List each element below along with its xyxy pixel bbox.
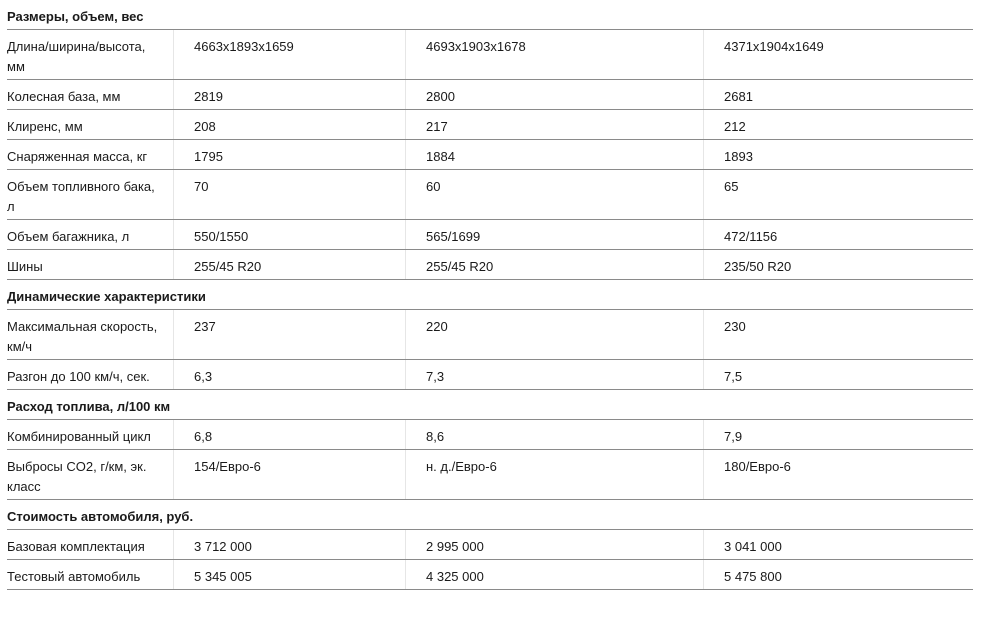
value-car-1: 208	[173, 110, 405, 139]
value-car-1: 3 712 000	[173, 530, 405, 559]
value-car-1: 550/1550	[173, 220, 405, 249]
row-label: Максимальная скорость, км/ч	[7, 319, 158, 354]
value-car-1: 2819	[173, 80, 405, 109]
section-header-dynamics	[7, 280, 973, 310]
value-car-2: 8,6	[405, 420, 703, 449]
row-label: Колесная база, мм	[7, 89, 121, 104]
row-label: Снаряженная масса, кг	[7, 149, 148, 164]
row-label: Длина/ширина/высота, мм	[7, 39, 146, 74]
value-car-3: 235/50 R20	[703, 250, 973, 279]
table-row-wheelbase	[7, 80, 973, 110]
section-header-dimensions	[7, 0, 973, 30]
value-car-2: 255/45 R20	[405, 250, 703, 279]
row-label: Шины	[7, 259, 43, 274]
value-car-3: 2681	[703, 80, 973, 109]
table-row-base-price	[7, 530, 973, 560]
row-label: Разгон до 100 км/ч, сек.	[7, 369, 150, 384]
table-row-tires	[7, 250, 973, 280]
value-car-2: 1884	[405, 140, 703, 169]
value-car-1: 255/45 R20	[173, 250, 405, 279]
section-title: Стоимость автомобиля, руб.	[7, 509, 194, 524]
value-car-1: 70	[173, 170, 405, 219]
row-label: Выбросы CO2, г/км, эк. класс	[7, 459, 147, 494]
value-car-1: 6,8	[173, 420, 405, 449]
table-row-acceleration	[7, 360, 973, 390]
table-row-curb-weight	[7, 140, 973, 170]
value-car-3: 7,5	[703, 360, 973, 389]
row-label: Клиренс, мм	[7, 119, 83, 134]
value-car-2: 4693x1903x1678	[405, 30, 703, 79]
table-row-test-car-price	[7, 560, 973, 590]
section-title: Расход топлива, л/100 км	[7, 399, 171, 414]
value-car-3: 7,9	[703, 420, 973, 449]
value-car-2: 565/1699	[405, 220, 703, 249]
value-car-3: 4371x1904x1649	[703, 30, 973, 79]
value-car-2: 60	[405, 170, 703, 219]
value-car-3: 180/Евро-6	[703, 450, 973, 499]
table-row-top-speed	[7, 310, 973, 360]
section-header-price	[7, 500, 973, 530]
table-row-dimensions	[7, 30, 973, 80]
value-car-3: 3 041 000	[703, 530, 973, 559]
value-car-2: 2800	[405, 80, 703, 109]
value-car-2: 220	[405, 310, 703, 359]
row-label: Комбинированный цикл	[7, 429, 151, 444]
value-car-2: 2 995 000	[405, 530, 703, 559]
value-car-1: 237	[173, 310, 405, 359]
value-car-1: 5 345 005	[173, 560, 405, 589]
value-car-3: 1893	[703, 140, 973, 169]
row-label: Объем багажника, л	[7, 229, 130, 244]
table-row-trunk-volume	[7, 220, 973, 250]
value-car-3: 65	[703, 170, 973, 219]
row-label: Тестовый автомобиль	[7, 569, 141, 584]
value-car-3: 230	[703, 310, 973, 359]
value-car-2: 7,3	[405, 360, 703, 389]
value-car-1: 4663x1893x1659	[173, 30, 405, 79]
value-car-3: 212	[703, 110, 973, 139]
row-label: Базовая комплектация	[7, 539, 145, 554]
section-title: Размеры, объем, вес	[7, 9, 144, 24]
value-car-3: 5 475 800	[703, 560, 973, 589]
value-car-2: 4 325 000	[405, 560, 703, 589]
section-header-fuel-consumption	[7, 390, 973, 420]
value-car-2: н. д./Евро-6	[405, 450, 703, 499]
table-row-clearance	[7, 110, 973, 140]
value-car-1: 154/Евро-6	[173, 450, 405, 499]
row-label: Объем топливного бака, л	[7, 179, 155, 214]
value-car-1: 1795	[173, 140, 405, 169]
table-row-combined-cycle	[7, 420, 973, 450]
value-car-3: 472/1156	[703, 220, 973, 249]
table-row-fuel-tank	[7, 170, 973, 220]
value-car-1: 6,3	[173, 360, 405, 389]
table-row-co2-emissions	[7, 450, 973, 500]
section-title: Динамические характеристики	[7, 289, 206, 304]
value-car-2: 217	[405, 110, 703, 139]
specs-table	[7, 0, 973, 590]
